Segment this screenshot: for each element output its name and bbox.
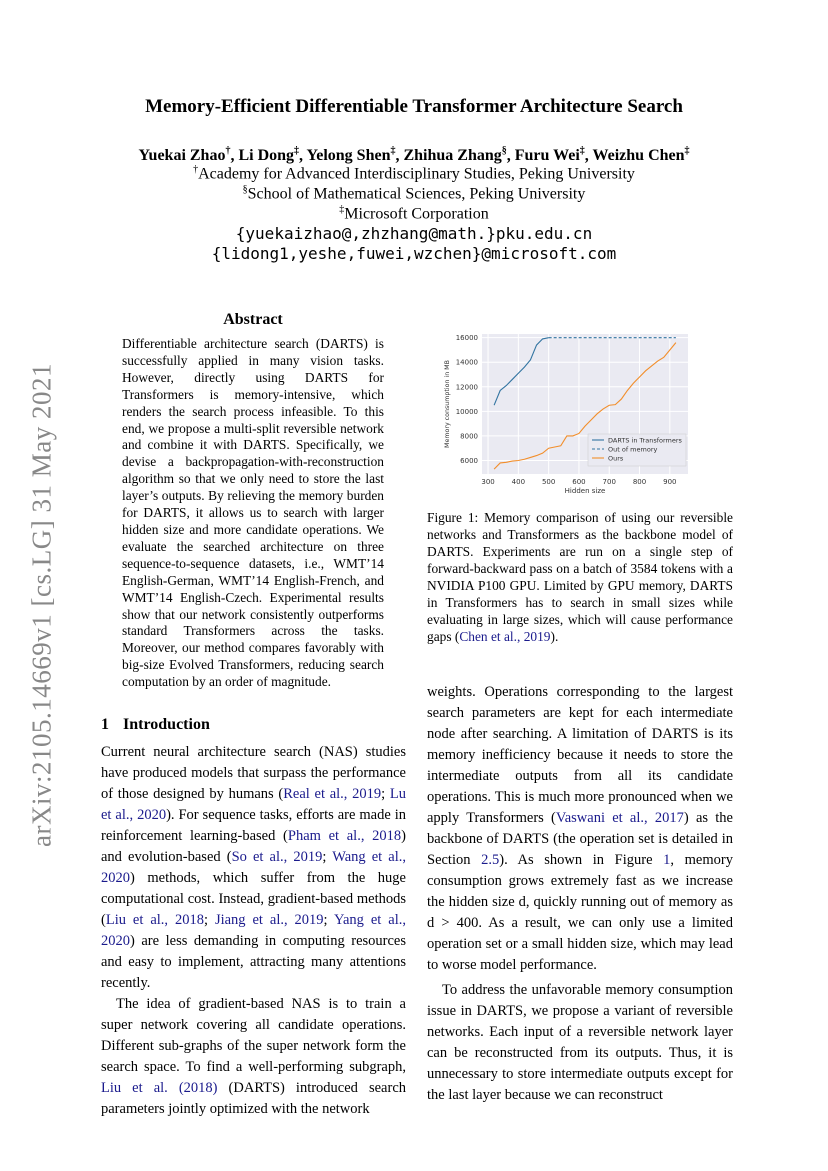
author-name: Li Dong‡ [238,146,300,165]
citation-link[interactable]: Liu et al. (2018) [101,1080,218,1096]
y-axis-label: Memory consumption in MB [444,360,451,448]
y-tick-label: 8000 [460,432,478,441]
author-name: Zhihua Zhang§ [403,146,507,165]
email-line-2: {lidong1,yeshe,fuwei,wzchen}@microsoft.com [211,244,617,263]
paragraph: To address the unfavorable memory consumption issue in DARTS, we propose a variant of reversible networks. Each input of a reversible network layer can be reconstructed from its outputs. Thus, it is unnecessary to store intermediate outputs except for the last layer because we can reconstruct [427,982,733,1103]
caption-text: Figure 1: Memory comparison of using our reversible networks and Transformers as the backbone model of DARTS. Experiments are run on a single step of forward-backward pass on a batch of 3584 tokens with a NVIDIA P100 GPU. Limited by GPU memory, DARTS in Transformers has to search in small sizes while evaluating in large sizes, which will cause performance gaps (Chen et al., 2019). [427,510,733,644]
legend-label: DARTS in Transformers [608,436,682,445]
arxiv-id: arXiv:2105.14669v1 [cs.LG] 31 May 2021 [26,363,57,847]
paper-title: Memory-Efficient Differentiable Transformer Architecture Search [145,96,683,117]
author-name: Furu Wei‡ [514,146,585,165]
email-line-1: {yuekaizhao@,zhzhang@math.}pku.edu.cn [235,224,593,243]
author-name: Yuekai Zhao† [138,146,231,165]
y-tick-label: 16000 [455,334,478,343]
memory-chart [430,328,730,500]
citation-link[interactable]: Lu et al., 2020 [101,786,406,823]
affiliation-2: §School of Mathematical Sciences, Peking University [242,184,586,203]
section-number: 1 [101,716,109,733]
y-tick-label: 6000 [460,456,478,465]
abstract-heading: Abstract [223,311,283,328]
citation-link[interactable]: Wang et al., 2020 [101,849,406,886]
x-tick-label: 300 [481,478,495,486]
right-column-body [427,682,733,1106]
citation-link[interactable]: Pham et al., 2018 [287,828,402,844]
y-tick-label: 12000 [455,383,478,392]
legend-label: Out of memory [608,445,658,454]
legend-label: Ours [608,454,624,463]
author-list: Yuekai Zhao†, Li Dong‡, Yelong Shen‡, Zhihua Zhang§, Furu Wei‡, Weizhu Chen‡ [138,146,690,165]
author-name: Yelong Shen‡ [306,146,396,165]
citation-link[interactable]: 1 [663,852,671,868]
citation-link[interactable]: Vaswani et al., 2017 [555,810,684,826]
author-name: Weizhu Chen‡ [592,146,690,165]
citation-link[interactable]: Chen et al., 2019 [459,629,551,644]
abstract-text: Differentiable architecture search (DARTS) is successfully applied in many vision tasks. However, directly using DARTS for Transformers is memory-intensive, which renders the search process infeasible. To this end, we propose a multi-split reversible network and combine it with DARTS. Specifically, we devise a backpropagation-with-reconstruction algorithm so that we only need to store the last layer’s outputs. By relieving the memory burden for DARTS, it allows us to search with larger hidden size and more candidate operations. We evaluate the searched architecture on three sequence-to-sequence datasets, i.e., WMT’14 English-German, WMT’14 English-French, and WMT’14 English-Czech. Experimental results show that our network consistently outperforms standard Transformers across the tasks. Moreover, our method compares favorably with big-size Evolved Transformers, reducing search computation by an order of magnitude. [122,336,384,690]
citation-link[interactable]: Jiang et al., 2019 [214,912,324,928]
left-column-body [101,742,406,1120]
section-title: Introduction [123,716,210,733]
section-heading [101,716,210,734]
x-tick-label: 400 [511,478,526,486]
x-tick-label: 500 [541,478,556,486]
citation-link[interactable]: So et al., 2019 [231,849,323,865]
affiliation-3: ‡Microsoft Corporation [339,204,489,223]
paragraph: The idea of gradient-based NAS is to train a super network covering all candidate operations. Different sub-graphs of the super network form the search space. To find a well-performing subgraph, Liu et al. (2018) (DARTS) introduced search parameters jointly optimized with the network [101,996,406,1117]
figure-caption [427,509,733,645]
paragraph: weights. Operations corresponding to the largest search parameters are kept for each intermediate node after searching. A limitation of DARTS is its memory inefficiency because it needs to store the intermediate outputs from all its candidate operations. This is much more pronounced when we apply Transformers (Vaswani et al., 2017) as the backbone of DARTS (the operation set is detailed in Section 2.5). As shown in Figure 1, memory consumption grows extremely fast as we increase the hidden size d, quickly running out of memory as d > 400. As a result, we can only use a limited operation set or a small hidden size, which may lead to worse model performance. [427,684,733,973]
x-tick-label: 600 [572,478,586,486]
x-axis-label: Hidden size [564,487,606,495]
citation-link[interactable]: 2.5 [481,852,500,868]
y-tick-label: 14000 [455,358,478,367]
x-tick-label: 700 [602,478,616,486]
affiliation-1: †Academy for Advanced Interdisciplinary Studies, Peking University [193,164,635,183]
arxiv-sidebar-stamp [22,355,62,855]
citation-link[interactable]: Real et al., 2019 [283,786,382,802]
x-tick-label: 900 [663,478,677,486]
citation-link[interactable]: Yang et al., 2020 [101,912,406,949]
x-tick-label: 800 [632,478,647,486]
y-tick-label: 10000 [455,407,478,416]
paragraph: Current neural architecture search (NAS) studies have produced models that surpass the performance of those designed by humans (Real et al., 2019; Lu et al., 2020). For sequence tasks, efforts are made in reinforcement learning-based (Pham et al., 2018) and evolution-based (So et al., 2019; Wang et al., 2020) methods, which suffer from the huge computational cost. Instead, gradient-based methods (Liu et al., 2018; Jiang et al., 2019; Yang et al., 2020) are less demanding in computing resources and easy to implement, attracting many attentions recently. [101,744,406,991]
citation-link[interactable]: Liu et al., 2018 [105,912,204,928]
